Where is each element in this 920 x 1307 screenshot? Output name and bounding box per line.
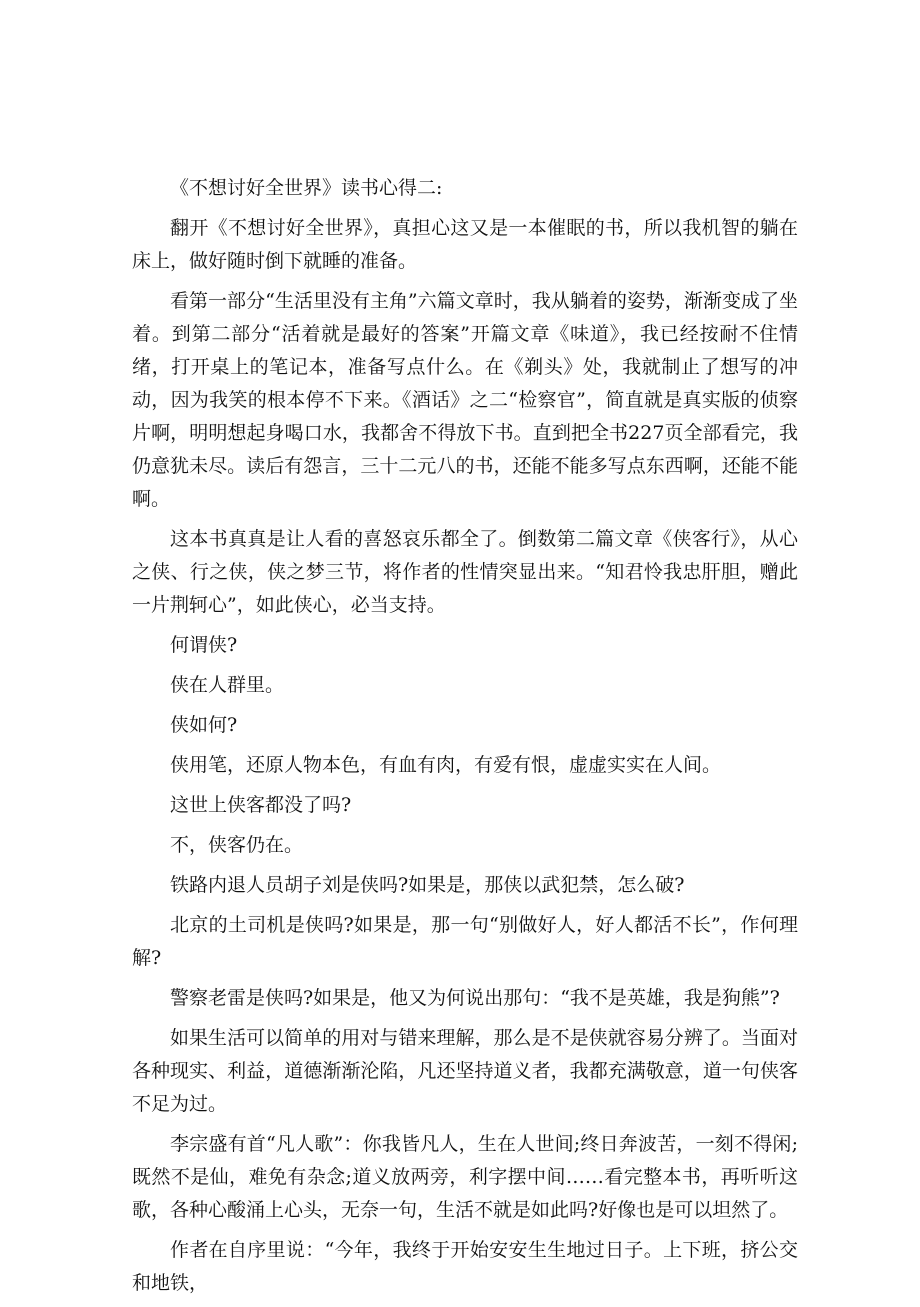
paragraph: 警察老雷是侠吗?如果是，他又为何说出那句：“我不是英雄，我是狗熊”? [170, 987, 780, 1009]
paragraph: 何谓侠? [170, 634, 238, 656]
paragraph: 铁路内退人员胡子刘是侠吗?如果是，那侠以武犯禁，怎么破? [170, 874, 685, 896]
paragraph: 看第一部分“生活里没有主角”六篇文章时，我从躺着的姿势，渐渐变成了坐着。到第二部分“活着就是最好的答案”开篇文章《味道》，我已经按耐不住情绪，打开桌上的笔记本，准备写点什么。在《剃头》处，我就制止了想写的冲动，因为我笑的根本停不下来。《酒话》之二“检察官”，简直就是真实版的侦察片啊，明明想起身喝口水，我都舍不得放下书。直到把全书227页全部看完，我仍意犹未尽。读后有怨言，三十二元八的书，还能不能多写点东西啊，还能不能啊。 [132, 290, 798, 510]
paragraph: 这本书真真是让人看的喜怒哀乐都全了。倒数第二篇文章《侠客行》，从心之侠、行之侠，侠之梦三节，将作者的性情突显出来。“知君怜我忠肝胆，赠此一片荆轲心”，如此侠心，必当支持。 [132, 528, 798, 616]
paragraph: 侠在人群里。 [170, 674, 285, 696]
paragraph: 李宗盛有首“凡人歌”：你我皆凡人，生在人世间;终日奔波苦，一刻不得闲;既然不是仙，难免有杂念;道义放两旁，利字摆中间……看完整本书，再听听这歌，各种心酸涌上心头，无奈一句，生活不就是如此吗?好像也是可以坦然了。 [132, 1133, 798, 1221]
paragraph: 侠用笔，还原人物本色，有血有肉，有爱有恨，虚虚实实在人间。 [170, 754, 722, 776]
document-body [132, 172, 798, 1307]
paragraph: 如果生活可以简单的用对与错来理解，那么是不是侠就容易分辨了。当面对各种现实、利益，道德渐渐沦陷，凡还坚持道义者，我都充满敬意，道一句侠客不足为过。 [132, 1027, 798, 1115]
document-title: 《不想讨好全世界》读书心得二: [170, 177, 443, 199]
paragraph: 翻开《不想讨好全世界》，真担心这又是一本催眠的书，所以我机智的躺在床上，做好随时倒下就睡的准备。 [132, 217, 798, 272]
paragraph: 作者在自序里说：“今年，我终于开始安安生生地过日子。上下班，挤公交和地铁， [132, 1239, 798, 1294]
paragraph: 北京的土司机是侠吗?如果是，那一句“别做好人，好人都活不长”，作何理解? [132, 914, 798, 969]
paragraph: 这世上侠客都没了吗? [170, 794, 352, 816]
paragraph: 不，侠客仍在。 [170, 834, 304, 856]
paragraph: 侠如何? [170, 714, 238, 736]
